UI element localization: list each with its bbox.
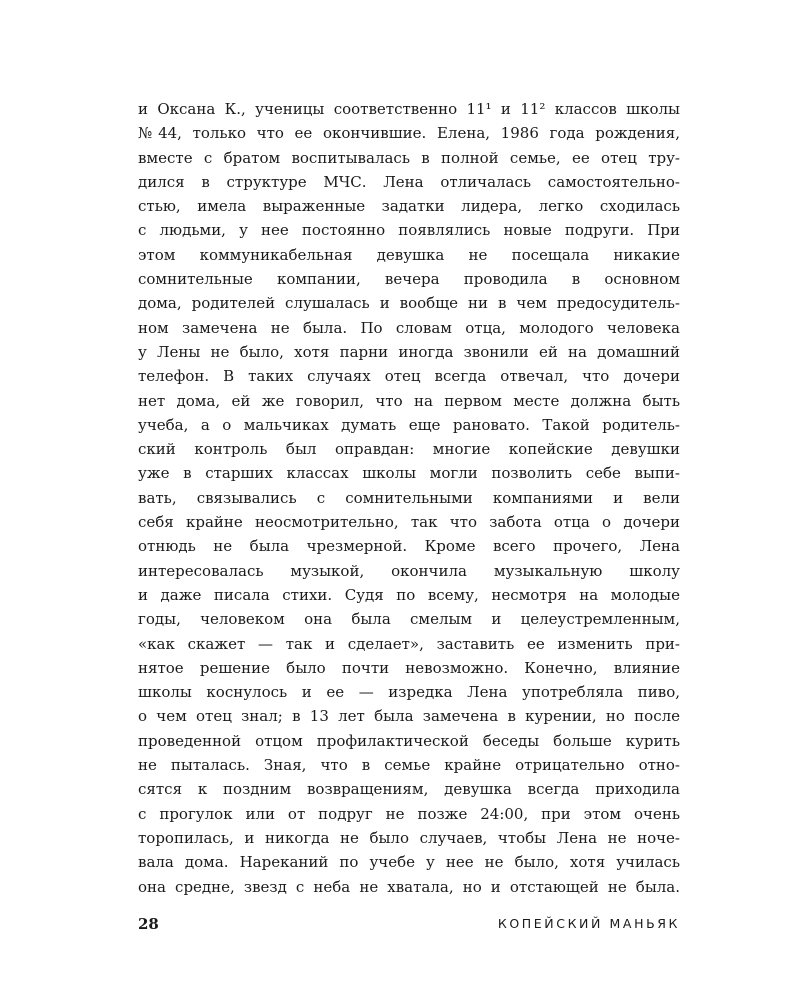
text-line: ский контроль был оправдан: многие копейские девушки xyxy=(138,440,680,459)
text-line: проведенной отцом профилактической беседы больше курить xyxy=(138,731,680,750)
text-line: о чем отец знал; в 13 лет была замечена в курении, но после xyxy=(138,707,680,726)
text-line: не пыталась. Зная, что в семье крайне отрицательно отно- xyxy=(138,756,680,775)
text-line: дома, родителей слушалась и вообще ни в чем предосудитель- xyxy=(138,294,680,313)
text-line: с людьми, у нее постоянно появлялись новые подруги. При xyxy=(138,221,680,240)
text-line: учеба, а о мальчиках думать еще рановато. Такой родитель- xyxy=(138,415,680,434)
page-footer xyxy=(138,912,680,936)
text-line: она средне, звезд с неба не хватала, но и отстающей не была. xyxy=(138,877,680,896)
text-line: дился в структуре МЧС. Лена отличалась самостоятельно- xyxy=(138,172,680,191)
text-line: №44, только что ее окончившие. Елена, 1986 года рождения, xyxy=(138,124,680,143)
text-line: себя крайне неосмотрительно, так что забота отца о дочери xyxy=(138,513,680,532)
text-line: вать, связывались с сомнительными компаниями и вели xyxy=(138,488,680,507)
text-line: нет дома, ей же говорил, что на первом месте должна быть xyxy=(138,391,680,410)
text-line: интересовалась музыкой, окончила музыкальную школу xyxy=(138,561,680,580)
page-number: 28 xyxy=(138,915,159,933)
body-text xyxy=(138,97,680,899)
text-line: уже в старших классах школы могли позволить себе выпи- xyxy=(138,464,680,483)
text-line: вместе с братом воспитывалась в полной семье, ее отец тру- xyxy=(138,148,680,167)
text-line: телефон. В таких случаях отец всегда отвечал, что дочери xyxy=(138,367,680,386)
text-line: нятое решение было почти невозможно. Конечно, влияние xyxy=(138,658,680,677)
text-line: торопилась, и никогда не было случаев, чтобы Лена не ноче- xyxy=(138,828,680,847)
text-line: сятся к поздним возвращениям, девушка всегда приходила xyxy=(138,780,680,799)
text-line: с прогулок или от подруг не позже 24:00, при этом очень xyxy=(138,804,680,823)
text-line: стью, имела выраженные задатки лидера, легко сходилась xyxy=(138,197,680,216)
text-line: школы коснулось и ее — изредка Лена употребляла пиво, xyxy=(138,683,680,702)
text-line: ном замечена не была. По словам отца, молодого человека xyxy=(138,318,680,337)
text-line: этом коммуникабельная девушка не посещала никакие xyxy=(138,245,680,264)
text-line: и даже писала стихи. Судя по всему, несмотря на молодые xyxy=(138,585,680,604)
text-line: отнюдь не была чрезмерной. Кроме всего прочего, Лена xyxy=(138,537,680,556)
running-title: КОПЕЙСКИЙ МАНЬЯК xyxy=(497,916,680,931)
text-line: сомнительные компании, вечера проводила в основном xyxy=(138,270,680,289)
text-line: «как скажет — так и сделает», заставить ее изменить при- xyxy=(138,634,680,653)
text-line: у Лены не было, хотя парни иногда звонили ей на домашний xyxy=(138,342,680,361)
text-line: годы, человеком она была смелым и целеустремленным, xyxy=(138,610,680,629)
text-line: вала дома. Нареканий по учебе у нее не было, хотя училась xyxy=(138,853,680,872)
text-line: и Оксана К., ученицы соответственно 11¹ и 11² классов школы xyxy=(138,100,680,118)
